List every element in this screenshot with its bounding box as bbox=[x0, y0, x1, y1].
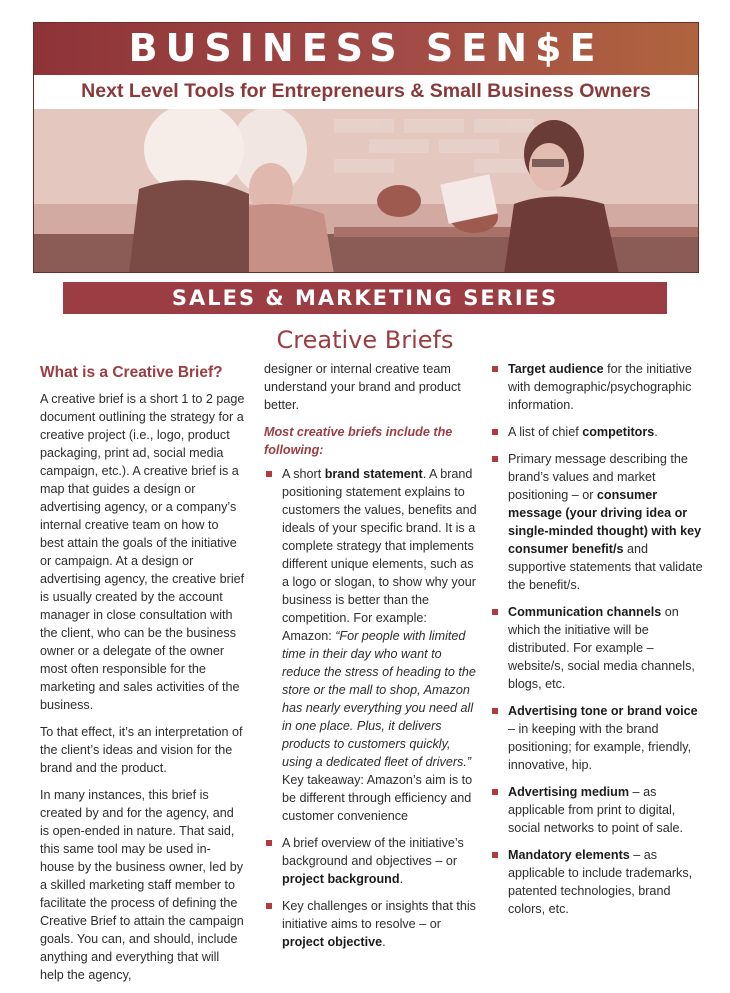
list-heading: Most creative briefs include the following: bbox=[264, 425, 453, 457]
list-item: Advertising tone or brand voice – in keeping with the brand positioning; for example, friendly, innovative, hip. bbox=[490, 702, 705, 774]
paragraph-1: A creative brief is a short 1 to 2 page document outlining the strategy for a creative project (i.e., logo, product packaging, print ad, social media campaign, etc.). A creative brief is a map that guides a design or advertising agency, or a company’s internal creative team on how to best attain the goals of the initiative or campaign. At a design or advertising agency, the creative brief is usually created by the account manager in close consultation with the client, who can be the business owner or a delegate of the owner most often responsible for the marketing and sales activities of the business. bbox=[40, 392, 245, 712]
list-item: Target audience for the initiative with demographic/psychographic information. bbox=[490, 360, 705, 414]
masthead bbox=[33, 22, 699, 273]
column-2 bbox=[264, 360, 478, 960]
paragraph-3-continued: designer or internal creative team understand your brand and product better. bbox=[264, 362, 461, 412]
column-1 bbox=[40, 360, 245, 993]
section-heading: What is a Creative Brief? bbox=[40, 364, 223, 381]
paragraph-3: In many instances, this brief is created by and for the agency, and is open-ended in nature. That said, this same tool may be used in-house by the business owner, led by a skilled marketing staff member to facilitate the process of defining the Creative Brief to attain the campaign goals. You can, and should, include anything and everything that will help the agency, bbox=[40, 788, 244, 982]
header-photo bbox=[34, 109, 698, 273]
meeting-photo-illustration bbox=[34, 109, 698, 273]
series-banner: SALES & MARKETING SERIES bbox=[63, 282, 667, 314]
list-item: A short brand statement. A brand positioning statement explains to customers the values, benefits and ideals of your specific brand. It is a complete strategy that implements different unique elements, such as a logo or slogan, to show why your business is better than the competition. For example: Amazon: “For people with limited time in their day who want to reduce the stress of heading to the store or the mall to shop, Amazon has nearly everything you need all in one place. Plus, it delivers products to customers quickly, using a dedicated fleet of drivers.” Key takeaway: Amazon’s aim is to be different through efficiency and customer convenience bbox=[264, 465, 478, 825]
page-title: Creative Briefs bbox=[276, 326, 454, 354]
bullet-list-b bbox=[490, 360, 705, 918]
masthead-bar bbox=[34, 23, 698, 75]
list-item: Communication channels on which the initiative will be distributed. For example – website/s, social media channels, blogs, etc. bbox=[490, 603, 705, 693]
list-item: Mandatory elements – as applicable to include trademarks, patented technologies, brand colors, etc. bbox=[490, 846, 705, 918]
list-item: Key challenges or insights that this initiative aims to resolve – or project objective. bbox=[264, 897, 478, 951]
tagline: Next Level Tools for Entrepreneurs & Small Business Owners bbox=[34, 75, 698, 119]
column-3 bbox=[490, 360, 705, 927]
list-item: Advertising medium – as applicable from print to digital, social networks to point of sale. bbox=[490, 783, 705, 837]
list-item: A list of chief competitors. bbox=[490, 423, 705, 441]
list-item: Primary message describing the brand’s values and market positioning – or consumer message (your driving idea or single-minded thought) with key consumer benefit/s and supportive statements that validate the benefit/s. bbox=[490, 450, 705, 594]
publication-title: BUSINESS SEN$E bbox=[128, 26, 604, 70]
list-item: A brief overview of the initiative’s background and objectives – or project background. bbox=[264, 834, 478, 888]
paragraph-2: To that effect, it’s an interpretation of the client’s ideas and vision for the brand and the product. bbox=[40, 725, 243, 775]
bullet-list-a bbox=[264, 465, 478, 951]
